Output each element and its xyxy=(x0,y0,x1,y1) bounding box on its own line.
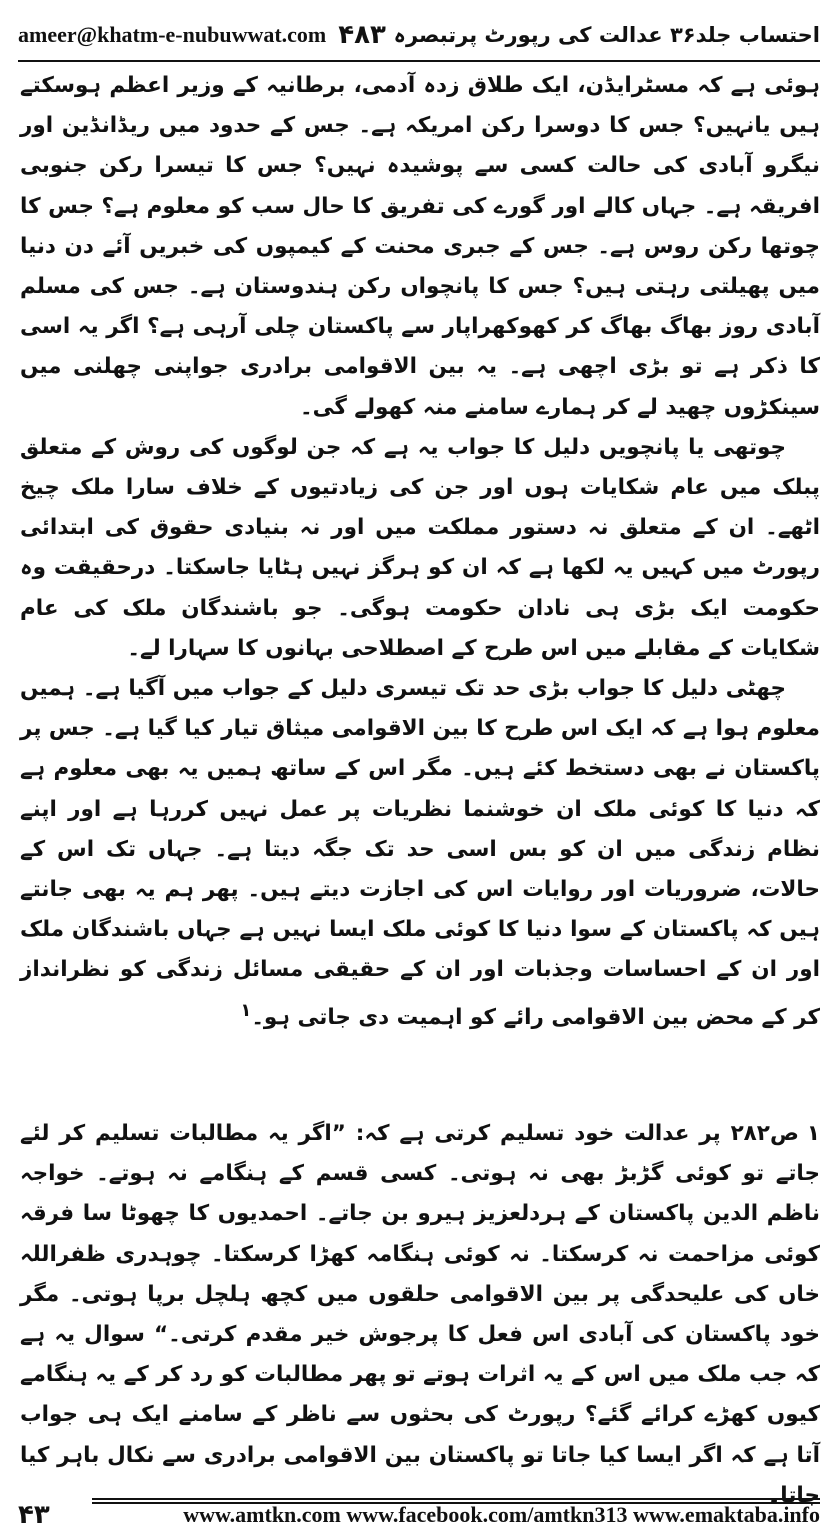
header-rule xyxy=(18,60,820,62)
footer-rule-top xyxy=(92,1498,820,1500)
header-email: ameer@khatm-e-nubuwwat.com xyxy=(18,22,327,47)
paragraph-2: چوتھی یا پانچویں دلیل کا جواب یہ ہے کہ جن لوگوں کی روش کے متعلق پبلک میں عام شکایات ہوں اور جن کی زیادتیوں کے خلاف سارا ملک چیخ اٹھے۔ ان کے متعلق نہ دستور مملکت میں اور نہ بنیادی حقوق کی ابتدائی رپورٹ میں کہیں یہ لکھا ہے کہ ان کو ہرگز نہیں ہٹایا جاسکتا۔ درحقیقت وہ حکومت ایک بڑی ہی نادان حکومت ہوگی۔ جو باشندگان ملک کی عام شکایات کے مقابلے میں اس طرح کے اصطلاحی بہانوں کا سہارا لے۔ xyxy=(20,434,820,661)
header-title: احتساب جلد۳۶ عدالت کی رپورٹ پرتبصرہ xyxy=(393,23,820,47)
paragraph-3-text: چھٹی دلیل کا جواب بڑی حد تک تیسری دلیل کے جواب میں آگیا ہے۔ ہمیں معلوم ہوا ہے کہ ایک اس طرح کا بین الاقوامی میثاق تیار کیا گیا ہے۔ جس پر پاکستان نے بھی دستخط کئے ہیں۔ مگر اس کے ساتھ ہمیں یہ بھی معلوم ہے کہ دنیا کا کوئی ملک ان خوشنما نظریات پر عمل نہیں کررہا ہے اور اپنے نظام زندگی میں ان کو بس اسی حد تک جگہ دیتا ہے۔ جہاں تک اس کے حالات، ضروریات اور روایات اس کی اجازت دیتے ہیں۔ پھر ہم یہ بھی جانتے ہیں کہ پاکستان کے سوا دنیا کا کوئی ملک ایسا نہیں ہے جہاں باشندگان ملک اور ان کے احساسات وجذبات اور ان کے حقیقی مسائل زندگی کو نظرانداز کر کے محض بین الاقوامی رائے کو اہمیت دی جاتی ہو۔ xyxy=(19,676,820,1030)
footnote-marker: ۱ xyxy=(806,1121,820,1146)
footnote-reference: ۱ xyxy=(240,999,252,1021)
header-page-number: ۴۸۳ xyxy=(338,20,386,50)
footnote-text: ص۲۸۲ پر عدالت خود تسلیم کرتی ہے کہ: ”اگر یہ مطالبات تسلیم کر لئے جاتے تو کوئی گڑبڑ بھی نہ ہوتی۔ کسی قسم کے ہنگامے نہ ہوتے۔ خواجہ ناظم الدین پاکستان کے ہردلعزیز ہیرو بن جاتے۔ احمدیوں کا چھوٹا سا فرقہ کوئی مزاحمت نہ کرسکتا۔ نہ کوئی ہنگامہ کھڑا کرسکتا۔ چوہدری ظفراللہ خاں کی علیحدگی پر بین الاقوامی حلقوں میں کچھ ہلچل برپا ہوتی۔ مگر خود پاکستان کی آبادی اس فعل کا پرجوش خیر مقدم کرتی۔“ سوال یہ ہے کہ جب ملک میں اس کے یہ اثرات ہوتے تو پھر مطالبات کو رد کر کے یہ ہنگامے کیوں کھڑے کرائے گئے؟ رپورٹ کی بحثوں سے ناظر کے سامنے ایک ہی جواب آتا ہے کہ اگر ایسا کیا جاتا تو پاکستان بین الاقوامی برادری سے نکال باہر کیا جاتا۔ xyxy=(20,1121,820,1508)
paragraph-1: ہوئی ہے کہ مسٹرایڈن، ایک طلاق زدہ آدمی، برطانیہ کے وزیر اعظم ہوسکتے ہیں یانہیں؟ جس کا دوسرا رکن امریکہ ہے۔ جس کے حدود میں ریڈانڈین اور نیگرو آبادی کی حالت کسی سے پوشیدہ نہیں؟ جس کا تیسرا رکن جنوبی افریقہ ہے۔ جہاں کالے اور گورے کی تفریق کا حال سب کو معلوم ہے؟ جس کا چوتھا رکن روس ہے۔ جس کے جبری محنت کے کیمپوں کی خبریں آئے دن دنیا میں پھیلتی رہتی ہیں؟ جس کا پانچواں رکن ہندوستان ہے۔ جس کی مسلم آبادی روز بھاگ بھاگ کر کھوکھراپار سے پاکستان چلی آرہی ہے؟ اگر یہ اسی کا ذکر ہے تو بڑی اچھی ہے۔ یہ بین الاقوامی برادری جواپنی چھلنی میں سینکڑوں چھید لے کر ہمارے سامنے منہ کھولے گی۔ xyxy=(20,73,820,420)
footer-urls: www.amtkn.com www.facebook.com/amtkn313 www.emaktaba.info xyxy=(183,1502,820,1527)
header-left xyxy=(18,20,386,50)
page-footer xyxy=(18,1490,820,1530)
footer-page-number: ۴۳ xyxy=(18,1500,50,1530)
paragraph-3 xyxy=(20,669,820,1038)
footnote-paragraph xyxy=(20,1114,820,1516)
footer-bar xyxy=(92,1490,820,1530)
page-header xyxy=(18,10,820,60)
footnote xyxy=(20,1114,820,1516)
main-text xyxy=(20,66,820,1038)
